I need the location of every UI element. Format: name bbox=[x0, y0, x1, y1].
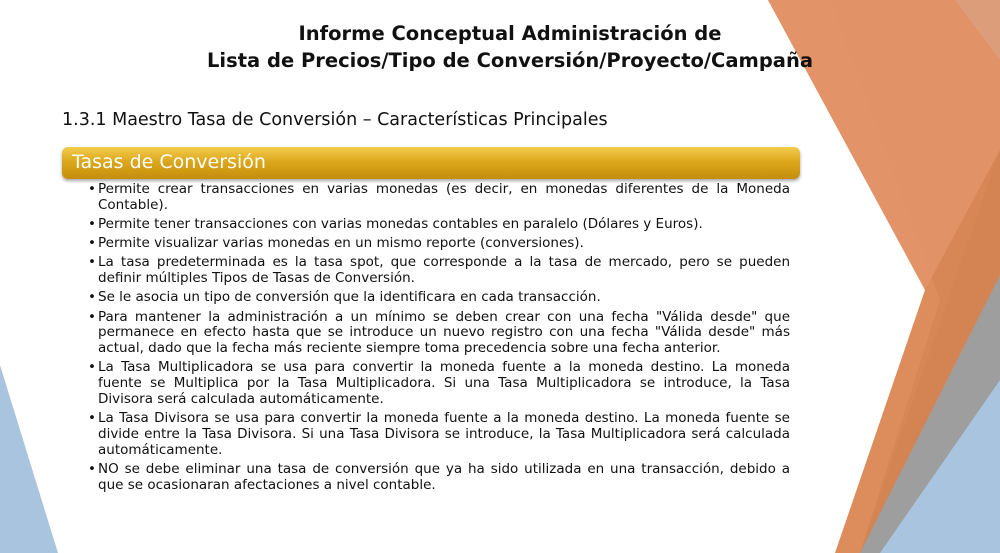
list-item-text: La Tasa Multiplicadora se usa para convertir la moneda fuente a la moneda destino. La moneda fuente se Multiplica por la Tasa Multiplicadora. Si una Tasa Multiplicadora se introduce, la Tasa Divisora será calculada automáticamente. bbox=[98, 359, 790, 407]
bullet-icon: • bbox=[88, 289, 96, 306]
list-item bbox=[88, 411, 790, 458]
bullet-icon: • bbox=[88, 359, 96, 376]
section-header-bar bbox=[62, 147, 800, 179]
bullet-icon: • bbox=[88, 215, 96, 232]
list-item-text: La tasa predeterminada es la tasa spot, que corresponde a la tasa de mercado, pero se pueden definir múltiples Tipos de Tasas de Conversión. bbox=[98, 254, 790, 287]
list-item bbox=[88, 310, 790, 357]
list-item bbox=[88, 182, 790, 214]
title-line-2: Lista de Precios/Tipo de Conversión/Proyecto/Campaña bbox=[207, 49, 813, 72]
bullet-icon: • bbox=[88, 410, 96, 427]
list-item-text: Se le asocia un tipo de conversión que la identificara en cada transacción. bbox=[98, 289, 601, 306]
list-item-text: Permite crear transacciones en varias monedas (es decir, en monedas diferentes de la Moneda Contable). bbox=[98, 181, 790, 213]
list-item bbox=[88, 217, 790, 233]
title-line-1: Informe Conceptual Administración de bbox=[298, 22, 722, 45]
list-item bbox=[88, 236, 790, 252]
bullet-list bbox=[88, 182, 790, 497]
list-item-text: NO se debe eliminar una tasa de conversión que ya ha sido utilizada en una transacción, debido a que se ocasionaran afectaciones a nivel contable. bbox=[98, 460, 790, 493]
slide-title bbox=[190, 20, 830, 74]
list-item-text: Permite tener transacciones con varias monedas contables en paralelo (Dólares y Euros). bbox=[98, 215, 703, 232]
list-item bbox=[88, 462, 790, 494]
list-item bbox=[88, 255, 790, 287]
bullet-icon: • bbox=[88, 308, 96, 325]
list-item bbox=[88, 360, 790, 407]
bullet-icon: • bbox=[88, 460, 96, 477]
list-item bbox=[88, 290, 790, 306]
left-blue-shape bbox=[0, 365, 58, 553]
bullet-icon: • bbox=[88, 254, 96, 271]
bullet-icon: • bbox=[88, 235, 96, 252]
list-item-text: La Tasa Divisora se usa para convertir la moneda fuente a la moneda destino. La moneda fuente se divide entre la Tasa Divisora. Si una Tasa Divisora se introduce, la Tasa Multiplicadora será calculada automáticamente. bbox=[98, 410, 790, 458]
list-item-text: Permite visualizar varias monedas en un mismo reporte (conversiones). bbox=[98, 235, 584, 252]
bullet-icon: • bbox=[88, 181, 96, 197]
list-item-text: Para mantener la administración a un mínimo se deben crear con una fecha "Válida desde" que permanece en efecto hasta que se introduce un nuevo registro con una fecha "Válida desde" más actual, dado que la fecha más reciente siempre toma precedencia sobre una fecha anterior. bbox=[98, 308, 790, 357]
section-header-label: Tasas de Conversión bbox=[72, 151, 266, 173]
section-subtitle: 1.3.1 Maestro Tasa de Conversión – Características Principales bbox=[62, 110, 608, 130]
